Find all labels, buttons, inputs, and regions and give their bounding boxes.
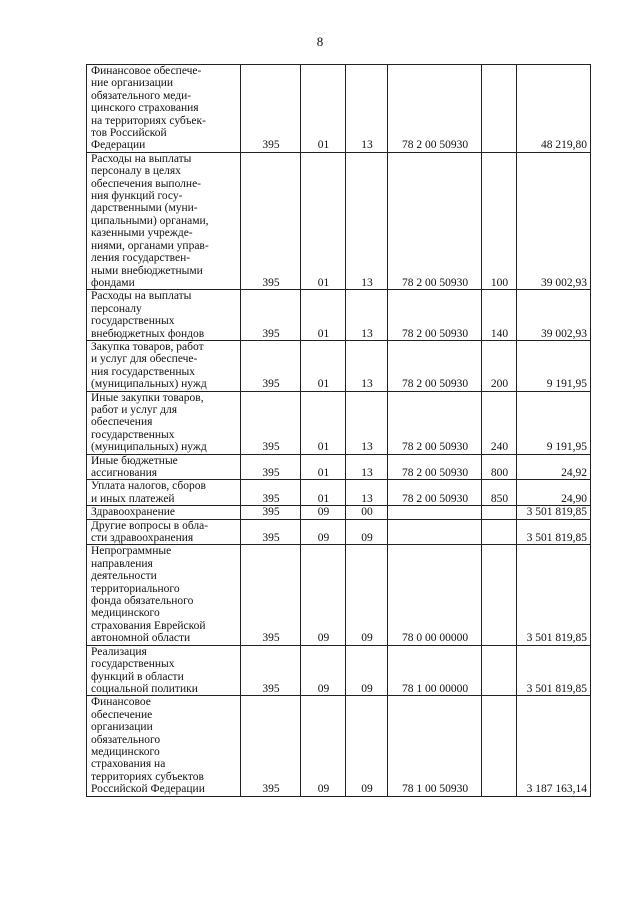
- target-article-code: 78 2 00 50930: [388, 340, 482, 391]
- table-row: [87, 65, 591, 153]
- expense-name: Реализация государственных функций в области социальной политики: [87, 645, 241, 696]
- ministry-code: 395: [241, 152, 301, 289]
- table-row: [87, 545, 591, 645]
- page-number: 8: [316, 34, 324, 49]
- amount: 3 501 819,85: [517, 519, 591, 545]
- table-row: [87, 391, 591, 454]
- amount: 3 501 819,85: [517, 645, 591, 696]
- expense-type-code: [482, 645, 517, 696]
- target-article-code: 78 2 00 50930: [388, 290, 482, 341]
- expense-name: Расходы на выплаты персоналу в целях обеспечения выполне- ния функций госу- дарственными (муни- ципальными) органами, казенными учрежде- ниями, органами управ- ления государствен- ными внебюджетными фондами: [87, 152, 241, 289]
- subsection-code: 13: [346, 65, 388, 153]
- ministry-code: 395: [241, 545, 301, 645]
- expense-type-code: [482, 696, 517, 796]
- expense-type-code: [482, 65, 517, 153]
- amount: 24,92: [517, 454, 591, 480]
- amount: 24,90: [517, 480, 591, 506]
- amount: 9 191,95: [517, 391, 591, 454]
- target-article-code: 78 1 00 50930: [388, 696, 482, 796]
- expense-type-code: [482, 545, 517, 645]
- target-article-code: 78 2 00 50930: [388, 391, 482, 454]
- amount: 3 501 819,85: [517, 545, 591, 645]
- subsection-code: 00: [346, 506, 388, 519]
- section-code: 01: [301, 290, 346, 341]
- expense-name: Другие вопросы в обла- сти здравоохранения: [87, 519, 241, 545]
- expense-name: Иные бюджетные ассигнования: [87, 454, 241, 480]
- ministry-code: 395: [241, 454, 301, 480]
- subsection-code: 09: [346, 645, 388, 696]
- subsection-code: 13: [346, 290, 388, 341]
- target-article-code: 78 2 00 50930: [388, 454, 482, 480]
- table-row: [87, 152, 591, 289]
- ministry-code: 395: [241, 645, 301, 696]
- expense-name: Уплата налогов, сборов и иных платежей: [87, 480, 241, 506]
- amount: 3 187 163,14: [517, 696, 591, 796]
- budget-table: [86, 64, 591, 797]
- section-code: 09: [301, 545, 346, 645]
- amount: 3 501 819,85: [517, 506, 591, 519]
- table-row: [87, 340, 591, 391]
- expense-name: Финансовое обеспече- ние организации обязательного меди- цинского страхования на территориях субъек- тов Российской Федерации: [87, 65, 241, 153]
- subsection-code: 13: [346, 340, 388, 391]
- section-code: 01: [301, 65, 346, 153]
- expense-type-code: [482, 506, 517, 519]
- subsection-code: 13: [346, 480, 388, 506]
- expense-type-code: 240: [482, 391, 517, 454]
- ministry-code: 395: [241, 391, 301, 454]
- subsection-code: 13: [346, 391, 388, 454]
- ministry-code: 395: [241, 480, 301, 506]
- amount: 48 219,80: [517, 65, 591, 153]
- table-row: [87, 290, 591, 341]
- section-code: 01: [301, 480, 346, 506]
- ministry-code: 395: [241, 65, 301, 153]
- ministry-code: 395: [241, 290, 301, 341]
- table-row: [87, 519, 591, 545]
- expense-type-code: 800: [482, 454, 517, 480]
- table-row: [87, 506, 591, 519]
- section-code: 01: [301, 340, 346, 391]
- section-code: 01: [301, 391, 346, 454]
- section-code: 01: [301, 152, 346, 289]
- table-row: [87, 645, 591, 696]
- subsection-code: 09: [346, 545, 388, 645]
- section-code: 09: [301, 519, 346, 545]
- section-code: 09: [301, 696, 346, 796]
- target-article-code: 78 1 00 00000: [388, 645, 482, 696]
- subsection-code: 09: [346, 519, 388, 545]
- target-article-code: 78 2 00 50930: [388, 152, 482, 289]
- expense-type-code: 850: [482, 480, 517, 506]
- subsection-code: 09: [346, 696, 388, 796]
- target-article-code: 78 0 00 00000: [388, 545, 482, 645]
- expense-name: Непрограммные направления деятельности территориального фонда обязательного медицинского страхования Еврейской автономной области: [87, 545, 241, 645]
- table-row: [87, 480, 591, 506]
- ministry-code: 395: [241, 696, 301, 796]
- ministry-code: 395: [241, 519, 301, 545]
- target-article-code: [388, 519, 482, 545]
- table-body: [87, 65, 591, 797]
- subsection-code: 13: [346, 152, 388, 289]
- expense-name: Закупка товаров, работ и услуг для обеспече- ния государственных (муниципальных) нужд: [87, 340, 241, 391]
- amount: 39 002,93: [517, 290, 591, 341]
- expense-name: Иные закупки товаров, работ и услуг для обеспечения государственных (муниципальных) нужд: [87, 391, 241, 454]
- target-article-code: 78 2 00 50930: [388, 480, 482, 506]
- amount: 39 002,93: [517, 152, 591, 289]
- expense-name: Здравоохранение: [87, 506, 241, 519]
- expense-type-code: 140: [482, 290, 517, 341]
- target-article-code: 78 2 00 50930: [388, 65, 482, 153]
- expense-name: Расходы на выплаты персоналу государственных внебюджетных фондов: [87, 290, 241, 341]
- table-row: [87, 696, 591, 796]
- subsection-code: 13: [346, 454, 388, 480]
- target-article-code: [388, 506, 482, 519]
- expense-type-code: 100: [482, 152, 517, 289]
- ministry-code: 395: [241, 506, 301, 519]
- expense-type-code: [482, 519, 517, 545]
- section-code: 09: [301, 506, 346, 519]
- section-code: 09: [301, 645, 346, 696]
- ministry-code: 395: [241, 340, 301, 391]
- amount: 9 191,95: [517, 340, 591, 391]
- expense-name: Финансовое обеспечение организации обязательного медицинского страхования на территориях субъектов Российской Федерации: [87, 696, 241, 796]
- table-row: [87, 454, 591, 480]
- section-code: 01: [301, 454, 346, 480]
- expense-type-code: 200: [482, 340, 517, 391]
